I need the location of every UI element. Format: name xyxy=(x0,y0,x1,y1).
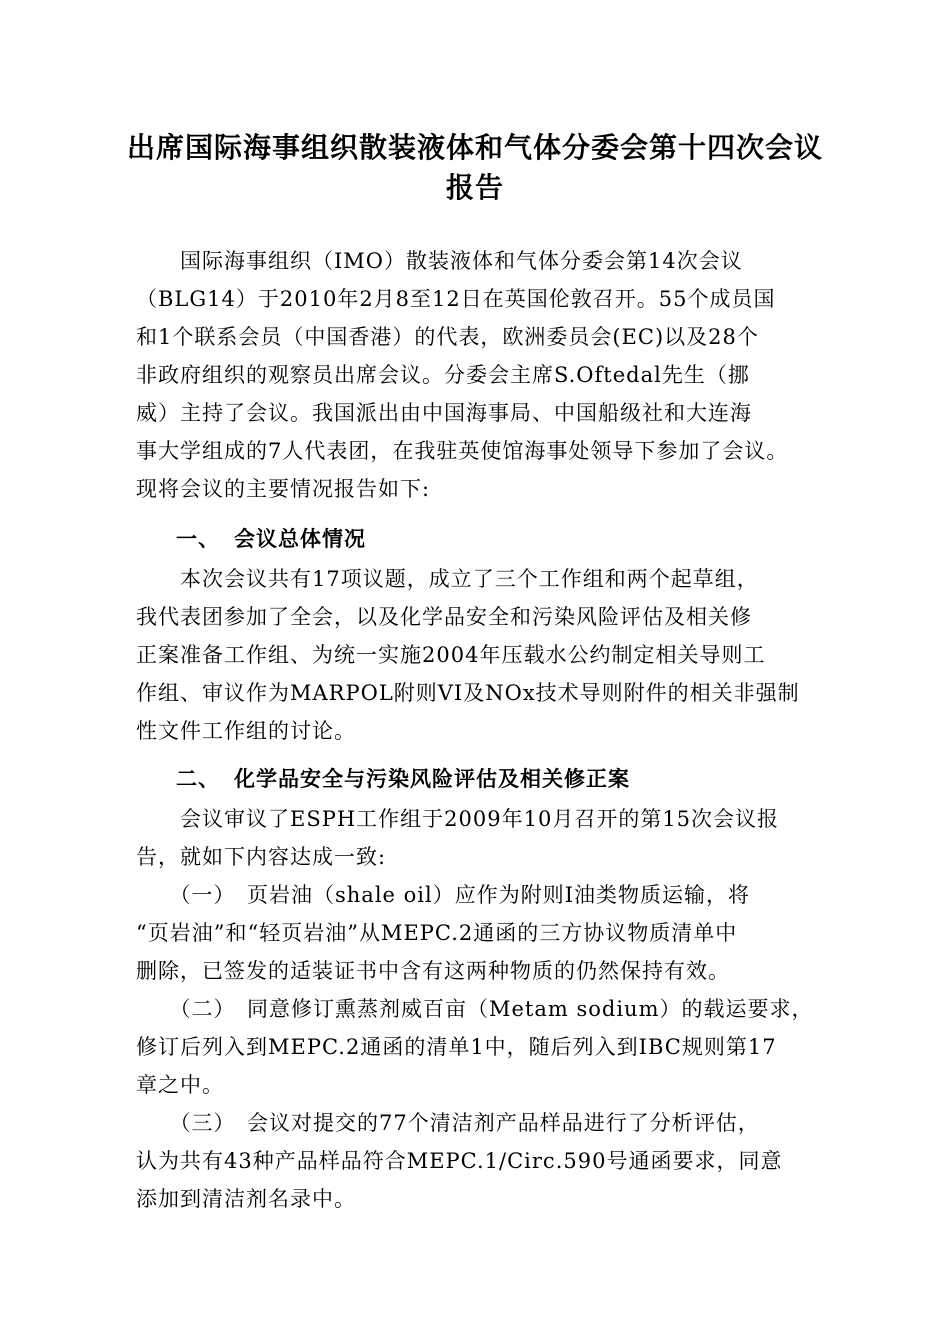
intro-paragraph-line: 国际海事组织（IMO）散装液体和气体分委会第14次会议 xyxy=(136,249,743,273)
section-2-number: 二、 xyxy=(176,767,220,791)
section-1-number: 一、 xyxy=(176,527,220,551)
section-2-heading xyxy=(176,764,630,794)
intro-paragraph-line: （BLG14）于2010年2月8至12日在英国伦敦召开。55个成员国 xyxy=(136,287,776,311)
item-2-line: （二） 同意修订熏蒸剂威百亩（Metam sodium）的载运要求， xyxy=(136,997,814,1021)
section-1-line: 性文件工作组的讨论。 xyxy=(136,719,356,743)
item-2-line: 修订后列入到MEPC.2通函的清单1中，随后列入到IBC规则第17 xyxy=(136,1035,777,1059)
report-title-line-2: 报告 xyxy=(445,171,504,204)
item-2-line: 章之中。 xyxy=(136,1073,224,1097)
section-1-line: 正案准备工作组、为统一实施2004年压载水公约制定相关导则工 xyxy=(136,643,766,667)
section-1-heading xyxy=(176,524,366,554)
section-2-title: 化学品安全与污染风险评估及相关修正案 xyxy=(234,767,630,791)
section-2-intro-line: 告，就如下内容达成一致: xyxy=(136,845,387,869)
item-1-line: （一） 页岩油（shale oil）应作为附则I油类物质运输，将 xyxy=(136,883,751,907)
intro-paragraph-line: 事大学组成的7人代表团，在我驻英使馆海事处领导下参加了会议。 xyxy=(136,439,789,463)
intro-paragraph-line: 威）主持了会议。我国派出由中国海事局、中国船级社和大连海 xyxy=(136,401,752,425)
item-3-line: 添加到清洁剂名录中。 xyxy=(136,1187,356,1211)
item-3-line: 认为共有43种产品样品符合MEPC.1/Circ.590号通函要求，同意 xyxy=(136,1149,783,1173)
section-1-title: 会议总体情况 xyxy=(234,527,366,551)
intro-paragraph-line: 非政府组织的观察员出席会议。分委会主席S.Oftedal先生（挪 xyxy=(136,363,750,387)
intro-paragraph-line: 和1个联系会员（中国香港）的代表，欧洲委员会(EC)以及28个 xyxy=(136,325,759,349)
item-1-line: “页岩油”和“轻页岩油”从MEPC.2通函的三方协议物质清单中 xyxy=(136,921,738,945)
section-1-line: 我代表团参加了全会，以及化学品安全和污染风险评估及相关修 xyxy=(136,605,752,629)
item-1-line: 删除，已签发的适装证书中含有这两种物质的仍然保持有效。 xyxy=(136,959,730,983)
intro-paragraph-line: 现将会议的主要情况报告如下: xyxy=(136,477,431,501)
report-title-line-1: 出席国际海事组织散装液体和气体分委会第十四次会议 xyxy=(126,131,823,164)
section-1-line: 作组、审议作为MARPOL附则VI及NOx技术导则附件的相关非强制 xyxy=(136,681,800,705)
item-3-line: （三） 会议对提交的77个清洁剂产品样品进行了分析评估， xyxy=(136,1111,760,1135)
section-2-intro-line: 会议审议了ESPH工作组于2009年10月召开的第15次会议报 xyxy=(136,807,780,831)
section-1-line: 本次会议共有17项议题，成立了三个工作组和两个起草组， xyxy=(136,567,759,591)
